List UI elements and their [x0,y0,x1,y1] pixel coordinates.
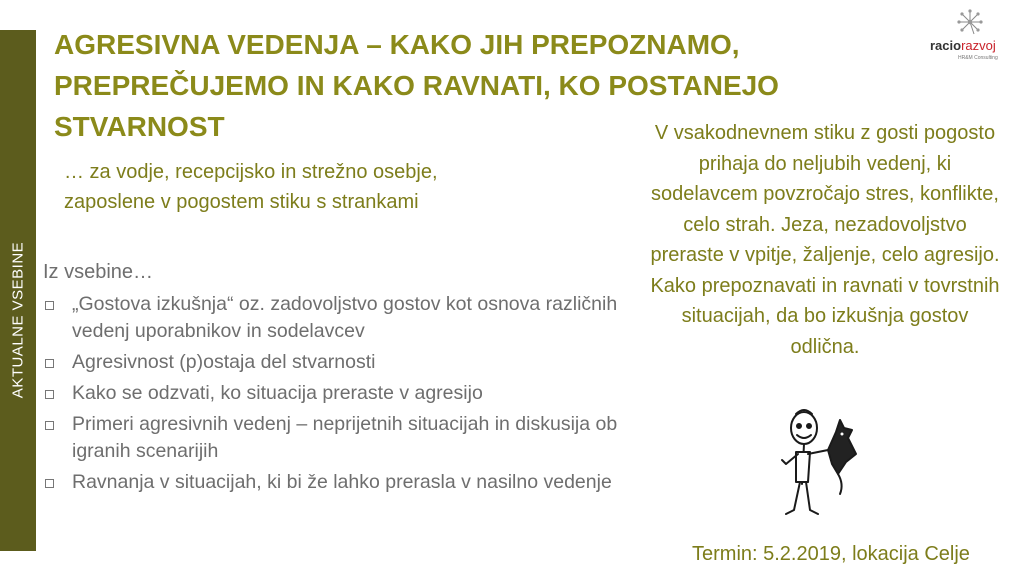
hollow-square-bullet-icon [45,301,54,310]
list-item: Kako se odzvati, ko situacija preraste v agresijo [43,380,643,407]
racio-razvoj-logo [926,8,1016,64]
logo-wordmark: raciorazvoj [930,38,996,53]
contents-heading: Iz vsebine… [43,261,154,283]
list-item: Agresivnost (p)ostaja del stvarnosti [43,349,643,376]
hollow-square-bullet-icon [45,479,54,488]
list-item: Primeri agresivnih vedenj – neprijetnih situacijah in diskusija ob igranih scenarijih [43,411,643,465]
page-title: AGRESIVNA VEDENJA – KAKO JIH PREPOZNAMO, PREPREČUJEMO IN KAKO RAVNATI, KO POSTANEJO STVARNOST [54,29,779,142]
course-description: V vsakodnevnem stiku z gosti pogosto prihaja do neljubih vedenj, ki sodelavcem povzročajo stres, konflikte, celo strah. Jeza, nezadovoljstvo preraste v vpitje, žaljenje, celo agresijo. Kako prepoznavati in ravnati v tovrstnih situacijah, da bo izkušnja gostov odlična. [650,122,1000,358]
list-item: „Gostova izkušnja“ oz. zadovoljstvo gostov kot osnova različnih vedenj uporabnikov in sodelavcev [43,291,643,345]
event-date-location: Termin: 5.2.2019, lokacija Celje [692,543,970,565]
list-item: Ravnanja v situacijah, ki bi že lahko prerasla v nasilno vedenje [43,469,643,496]
dandelion-icon [956,8,984,36]
sidebar-label: AKTUALNE VSEBINE [9,241,27,399]
hollow-square-bullet-icon [45,359,54,368]
sidebar-band [0,30,36,551]
subtitle-line: zaposlene v pogostem stiku s strankami [64,191,419,213]
cartoon-man-holding-cat-illustration [778,402,868,522]
subtitle-line: … za vodje, recepcijsko in strežno osebje, [64,161,438,183]
hollow-square-bullet-icon [45,390,54,399]
hollow-square-bullet-icon [45,421,54,430]
logo-tagline: HR&M Consulting [958,55,998,61]
contents-list [43,291,643,500]
target-audience [64,157,584,217]
